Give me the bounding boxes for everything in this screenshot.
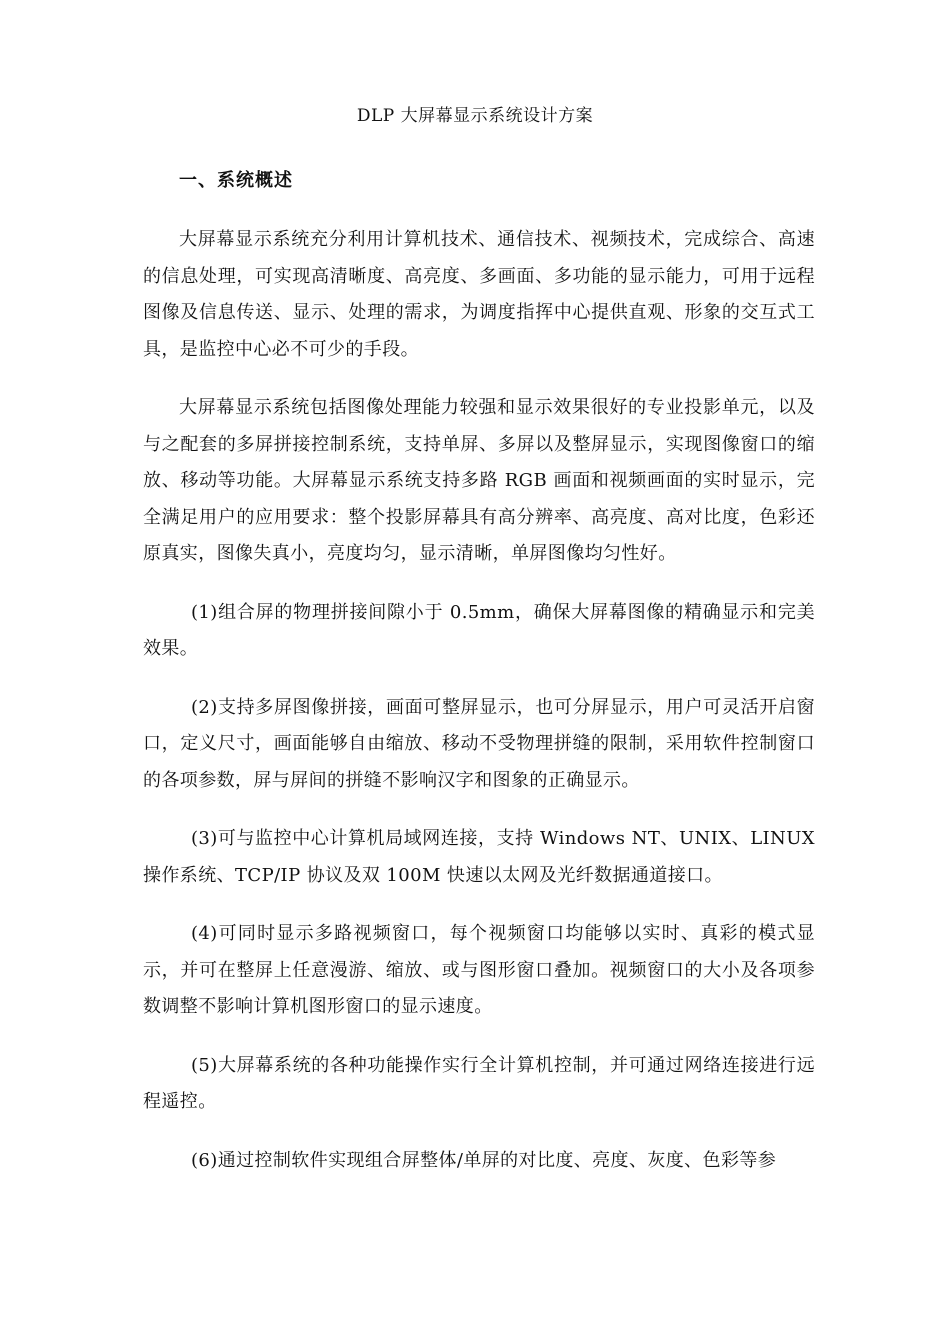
section-heading: 一、系统概述 [179,170,293,191]
paragraph-overview-1: 大屏幕显示系统充分利用计算机技术、通信技术、视频技术，完成综合、高速的信息处理，可实现高清晰度、高亮度、多画面、多功能的显示能力，可用于远程图像及信息传送、显示、处理的需求，为调度指挥中心提供直观、形象的交互式工具，是监控中心必不可少的手段。 [143,229,815,360]
paragraph-overview-2: 大屏幕显示系统包括图像处理能力较强和显示效果很好的专业投影单元，以及与之配套的多屏拼接控制系统，支持单屏、多屏以及整屏显示，实现图像窗口的缩放、移动等功能。大屏幕显示系统支持多路 RGB 画面和视频画面的实时显示，完全满足用户的应用要求：整个投影屏幕具有高分辨率、高亮度、高对比度，色彩还原真实，图像失真小，亮度均匀，显示清晰，单屏图像均匀性好。 [143,397,815,564]
document-body [143,222,815,1201]
list-item-3: (3)可与监控中心计算机局域网连接，支持 Windows NT、UNIX、LINUX 操作系统、TCP/IP 协议及双 100M 快速以太网及光纤数据通道接口。 [143,828,815,886]
list-item-6: (6)通过控制软件实现组合屏整体/单屏的对比度、亮度、灰度、色彩等参 [191,1149,777,1171]
list-item-1: (1)组合屏的物理拼接间隙小于 0.5mm，确保大屏幕图像的精确显示和完美效果。 [143,601,815,659]
document-title: DLP 大屏幕显示系统设计方案 [356,106,594,126]
list-item-2: (2)支持多屏图像拼接，画面可整屏显示，也可分屏显示，用户可灵活开启窗口，定义尺寸，画面能够自由缩放、移动不受物理拼缝的限制，采用软件控制窗口的各项参数，屏与屏间的拼缝不影响汉字和图象的正确显示。 [143,696,815,791]
list-item-4: (4)可同时显示多路视频窗口，每个视频窗口均能够以实时、真彩的模式显示，并可在整屏上任意漫游、缩放、或与图形窗口叠加。视频窗口的大小及各项参数调整不影响计算机图形窗口的显示速度。 [143,923,815,1017]
list-item-5: (5)大屏幕系统的各种功能操作实行全计算机控制，并可通过网络连接进行远程遥控。 [143,1054,815,1112]
